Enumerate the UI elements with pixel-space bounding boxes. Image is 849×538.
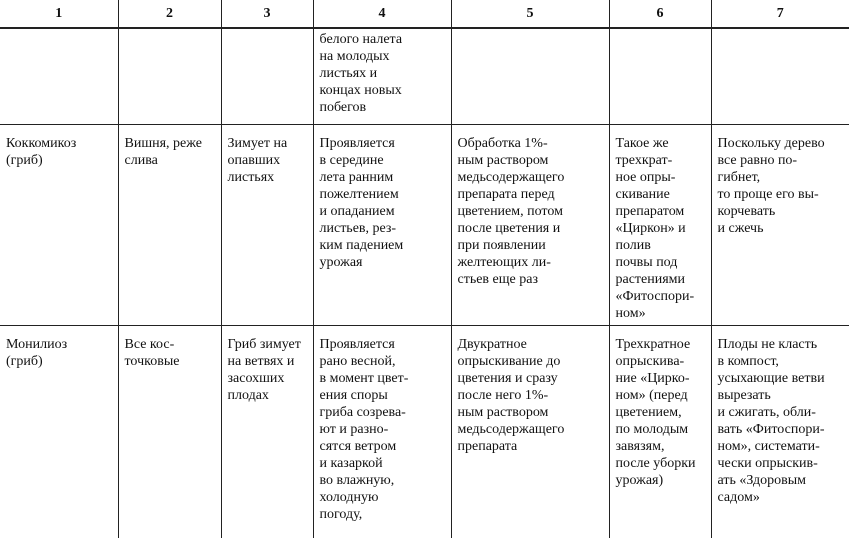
disease-name: Коккомикоз (гриб) xyxy=(0,125,118,169)
table-cell xyxy=(711,326,849,538)
table-cell xyxy=(313,28,451,125)
symptoms-text: Проявляется рано весной, в момент цвет- ения споры гриба созрева- ют и разно- сятся ветром и казаркой во влажную, холодную погоду, xyxy=(314,326,451,523)
table-cell xyxy=(451,28,609,125)
affected-plants: Все кос- точковые xyxy=(119,326,221,370)
column-header-5: 5 xyxy=(451,0,609,28)
table-cell xyxy=(0,28,118,125)
symptoms-text: белого налета на молодых листьях и концах новых побегов xyxy=(314,29,451,116)
table-cell xyxy=(711,28,849,125)
table-row xyxy=(0,28,849,125)
table-cell xyxy=(313,326,451,538)
column-header-4: 4 xyxy=(313,0,451,28)
treatment-text: Двукратное опрыскивание до цветения и сразу после него 1%- ным раствором медьсодержащего препарата xyxy=(452,326,609,455)
table-cell xyxy=(118,326,221,538)
symptoms-text: Проявляется в середине лета ранним пожелтением и опаданием листьев, рез- ким падением урожая xyxy=(314,125,451,271)
column-header-6: 6 xyxy=(609,0,711,28)
table-row xyxy=(0,326,849,538)
advice-text: Плоды не класть в компост, усыхающие ветви вырезать и сжигать, обли- вать «Фитоспори- ном», системати- чески опрыскив- ать «Здоровым садом» xyxy=(712,326,849,506)
table-cell xyxy=(221,125,313,326)
table-cell xyxy=(0,125,118,326)
column-header-7: 7 xyxy=(711,0,849,28)
table-cell xyxy=(221,28,313,125)
table-cell xyxy=(221,326,313,538)
table-cell xyxy=(313,125,451,326)
column-header-1: 1 xyxy=(0,0,118,28)
table-cell xyxy=(0,326,118,538)
table-cell xyxy=(451,326,609,538)
treatment-text: Обработка 1%- ным раствором медьсодержащего препарата перед цветением, потом после цветения и при появлении желтеющих ли- стьев еще раз xyxy=(452,125,609,288)
prevention-text: Такое же трехкрат- ное опры- скивание препаратом «Циркон» и полив почвы под растениями «Фитоспори- ном» xyxy=(610,125,711,322)
disease-name: Монилиоз (гриб) xyxy=(0,326,118,370)
table-cell xyxy=(118,125,221,326)
table-row xyxy=(0,125,849,326)
column-header-3: 3 xyxy=(221,0,313,28)
table-cell xyxy=(711,125,849,326)
table-cell xyxy=(609,28,711,125)
wintering: Гриб зимует на ветвях и засохших плодах xyxy=(222,326,313,404)
wintering: Зимует на опавших листьях xyxy=(222,125,313,186)
column-header-2: 2 xyxy=(118,0,221,28)
table-cell xyxy=(609,326,711,538)
advice-text: Поскольку дерево все равно по- гибнет, то проще его вы- корчевать и сжечь xyxy=(712,125,849,237)
table-cell xyxy=(118,28,221,125)
header-row xyxy=(0,0,849,28)
prevention-text: Трехкратное опрыскива- ние «Цирко- ном» (перед цветением, по молодым завязям, после уборки урожая) xyxy=(610,326,711,489)
affected-plants: Вишня, реже слива xyxy=(119,125,221,169)
table-cell xyxy=(451,125,609,326)
table-cell xyxy=(609,125,711,326)
